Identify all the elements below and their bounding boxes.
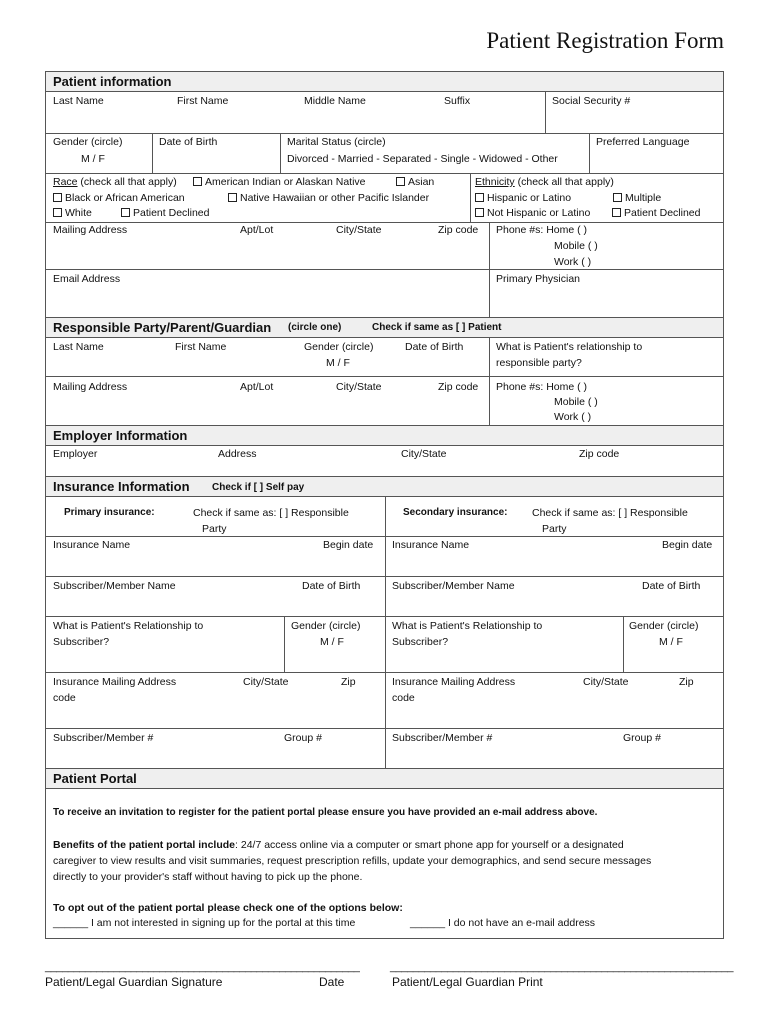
responsible-title: Responsible Party/Parent/Guardian [53,320,272,335]
benefits-line-1: : 24/7 access online via a computer or smart phone app for yourself or a designated [235,839,624,851]
suffix-field[interactable]: Suffix [444,95,471,107]
secondary-insurance-name[interactable]: Insurance Name [392,539,470,551]
primary-group-number[interactable]: Group # [284,732,322,744]
rp-zip-field[interactable]: Zip code [438,381,479,393]
primary-insurance-label: Primary insurance: [64,507,155,518]
primary-mailing-address[interactable]: Insurance Mailing Address [53,676,177,688]
checkbox-icon[interactable] [475,193,484,202]
race-declined[interactable]: Patient Declined [121,207,209,220]
checkbox-icon[interactable] [121,208,130,217]
rp-phone-work[interactable]: Work ( ) [554,411,592,423]
signature-label: Patient/Legal Guardian Signature [45,975,223,989]
portal-opt-out: To opt out of the patient portal please check one of the options below: [53,902,403,914]
rp-phone-mobile[interactable]: Mobile ( ) [554,396,598,408]
ethnicity-heading [475,176,614,189]
secondary-insurance-label: Secondary insurance: [403,507,508,518]
primary-mailing-code: code [53,692,76,704]
race-asian[interactable]: Asian [396,176,434,189]
rp-first-name-field[interactable]: First Name [175,341,227,353]
physician-field[interactable]: Primary Physician [496,273,581,285]
middle-name-field[interactable]: Middle Name [304,95,366,107]
rp-city-field[interactable]: City/State [336,381,382,393]
secondary-mailing-code: code [392,692,415,704]
portal-invite: To receive an invitation to register for the patient portal please ensure you have provided an e-mail address above. [53,807,598,818]
last-name-field[interactable]: Last Name [53,95,104,107]
primary-insurance-name[interactable]: Insurance Name [53,539,131,551]
race-instruction: (check all that apply) [77,176,177,188]
secondary-same-as-check[interactable]: Check if same as: [ ] Responsible [532,507,688,519]
secondary-mailing-address[interactable]: Insurance Mailing Address [392,676,516,688]
language-field[interactable]: Preferred Language [596,136,690,148]
date-label: Date [319,975,345,989]
secondary-subscriber-dob[interactable]: Date of Birth [642,580,701,592]
race-black[interactable]: Black or African American [53,192,185,205]
checkbox-icon[interactable] [53,193,62,202]
secondary-group-number[interactable]: Group # [623,732,661,744]
same-as-patient-check[interactable]: Check if same as [ ] Patient [372,322,502,333]
email-field[interactable]: Email Address [53,273,121,285]
checkbox-icon[interactable] [612,208,621,217]
primary-same-as-party: Party [202,523,227,535]
primary-gender-options[interactable]: M / F [320,636,344,648]
rp-apt-field[interactable]: Apt/Lot [240,381,274,393]
secondary-subscriber-name[interactable]: Subscriber/Member Name [392,580,515,592]
secondary-same-as-party: Party [542,523,567,535]
employer-field[interactable]: Employer [53,448,98,460]
employer-title: Employer Information [53,428,188,443]
secondary-relationship-label: What is Patient's Relationship to [392,620,543,632]
secondary-member-number[interactable]: Subscriber/Member # [392,732,493,744]
print-line[interactable]: ____________________________________________________________ [390,961,734,973]
portal-benefits [53,837,717,885]
responsible-circle: (circle one) [288,322,342,333]
employer-address-field[interactable]: Address [218,448,257,460]
checkbox-icon[interactable] [475,208,484,217]
rp-relationship-label: What is Patient's relationship to [496,341,643,353]
primary-same-as-check[interactable]: Check if same as: [ ] Responsible [193,507,349,519]
insurance-title: Insurance Information [53,479,190,494]
secondary-city-field[interactable]: City/State [583,676,629,688]
apt-field[interactable]: Apt/Lot [240,224,274,236]
opt-out-not-interested[interactable]: ______ I am not interested in signing up for the portal at this time [53,917,356,929]
zip-field[interactable]: Zip code [438,224,479,236]
benefits-line-3: directly to your provider's staff without having to pick up the phone. [53,871,363,883]
page-title: Patient Registration Form [486,28,724,53]
benefits-line-2: caregiver to view results and visit summaries, request prescription refills, update your demographics, and send secure messages [53,855,652,867]
print-label: Patient/Legal Guardian Print [392,975,543,989]
rp-phone-home[interactable]: Phone #s: Home ( ) [496,381,588,393]
portal-header [46,769,723,788]
eth-not-hispanic[interactable]: Not Hispanic or Latino [475,207,590,220]
gender-label: Gender (circle) [53,136,123,148]
race-label: Race [53,176,78,188]
city-state-field[interactable]: City/State [336,224,382,236]
secondary-gender-options[interactable]: M / F [659,636,683,648]
dob-field[interactable]: Date of Birth [159,136,218,148]
first-name-field[interactable]: First Name [177,95,229,107]
employer-city-field[interactable]: City/State [401,448,447,460]
race-hawaiian[interactable]: Native Hawaiian or other Pacific Islander [228,192,429,205]
portal-title: Patient Portal [53,771,137,786]
signature-line[interactable]: _______________________________________________________ [45,961,360,973]
patient-info-title: Patient information [53,74,172,89]
checkbox-icon[interactable] [613,193,622,202]
phone-work-field[interactable]: Work ( ) [554,256,592,268]
ssn-field[interactable]: Social Security # [552,95,631,107]
rp-dob-field[interactable]: Date of Birth [405,341,464,353]
rp-gender-options[interactable]: M / F [326,357,350,369]
benefits-label: Benefits of the patient portal include [53,839,236,851]
primary-member-number[interactable]: Subscriber/Member # [53,732,154,744]
primary-subscriber-name[interactable]: Subscriber/Member Name [53,580,176,592]
eth-multiple[interactable]: Multiple [613,192,661,205]
rp-relationship-label-2: responsible party? [496,357,582,369]
ethnicity-label: Ethnicity [475,176,515,188]
race-heading [53,176,177,189]
self-pay-check[interactable]: Check if [ ] Self pay [212,482,305,493]
primary-zip-field[interactable]: Zip [341,676,356,688]
primary-relationship-label: What is Patient's Relationship to [53,620,204,632]
secondary-relationship-label-2: Subscriber? [392,636,449,648]
checkbox-icon[interactable] [228,193,237,202]
rp-mailing-field[interactable]: Mailing Address [53,381,128,393]
race-american-indian[interactable]: American Indian or Alaskan Native [193,176,366,189]
eth-declined[interactable]: Patient Declined [612,207,700,220]
checkbox-icon[interactable] [396,177,405,186]
mailing-address-field[interactable]: Mailing Address [53,224,128,236]
rp-gender-label: Gender (circle) [304,341,374,353]
race-white[interactable]: White [53,207,92,220]
eth-hispanic[interactable]: Hispanic or Latino [475,192,571,205]
secondary-gender-label: Gender (circle) [629,620,699,632]
gender-options[interactable]: M / F [81,153,105,165]
opt-out-no-email[interactable]: ______ I do not have an e-mail address [410,917,596,929]
marital-label: Marital Status (circle) [287,136,386,148]
secondary-zip-field[interactable]: Zip [679,676,694,688]
primary-gender-label: Gender (circle) [291,620,361,632]
employer-zip-field[interactable]: Zip code [579,448,620,460]
secondary-begin-date[interactable]: Begin date [662,539,713,551]
primary-begin-date[interactable]: Begin date [323,539,374,551]
primary-relationship-label-2: Subscriber? [53,636,110,648]
phone-mobile-field[interactable]: Mobile ( ) [554,240,598,252]
checkbox-icon[interactable] [53,208,62,217]
phone-home-field[interactable]: Phone #s: Home ( ) [496,224,588,236]
marital-options[interactable]: Divorced - Married - Separated - Single - Widowed - Other [287,153,558,165]
primary-subscriber-dob[interactable]: Date of Birth [302,580,361,592]
primary-city-field[interactable]: City/State [243,676,289,688]
ethnicity-instruction: (check all that apply) [514,176,614,188]
checkbox-icon[interactable] [193,177,202,186]
rp-last-name-field[interactable]: Last Name [53,341,104,353]
